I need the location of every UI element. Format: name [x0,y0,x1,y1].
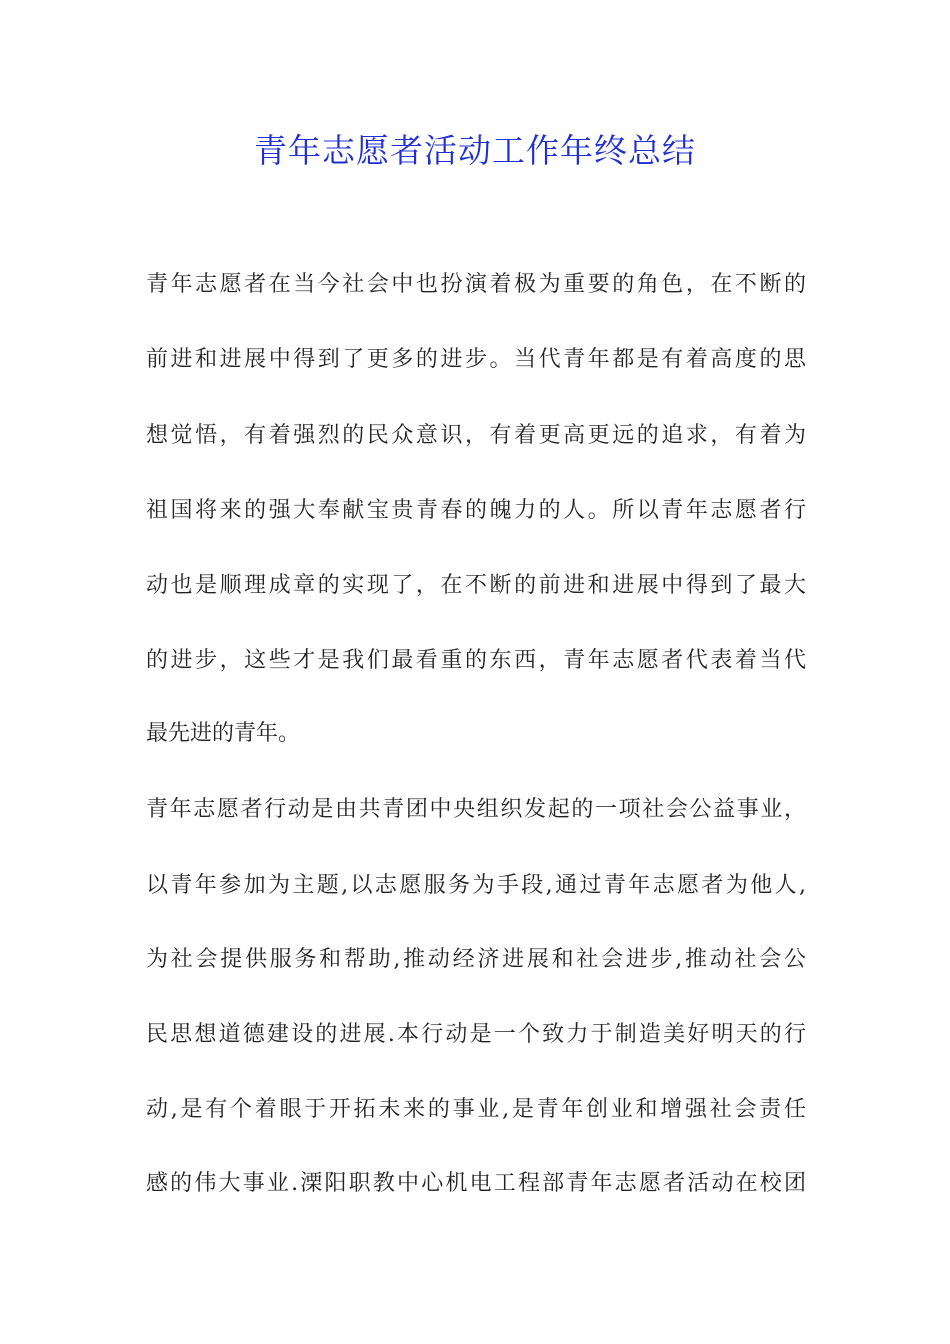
paragraph-line: 青年志愿者行动是由共青团中央组织发起的一项社会公益事业， [146,797,806,822]
paragraph-line: 动也是顺理成章的实现了，在不断的前进和进展中得到了最大 [146,573,806,598]
paragraph-line: 最先进的青年。 [146,721,301,746]
paragraph-line: 感的伟大事业.溧阳职教中心机电工程部青年志愿者活动在校团 [146,1171,806,1196]
paragraph-line: 祖国将来的强大奉献宝贵青春的魄力的人。所以青年志愿者行 [146,498,806,523]
paragraph-line: 前进和进展中得到了更多的进步。当代青年都是有着高度的思 [146,347,806,372]
paragraph-line: 民思想道德建设的进展.本行动是一个致力于制造美好明天的行 [146,1022,806,1047]
paragraph-line: 为社会提供服务和帮助,推动经济进展和社会进步,推动社会公 [146,947,806,972]
paragraph-line: 青年志愿者在当今社会中也扮演着极为重要的角色，在不断的 [146,272,806,297]
paragraph-line: 想觉悟，有着强烈的民众意识，有着更高更远的追求，有着为 [146,423,806,448]
document-title: 青年志愿者活动工作年终总结 [254,131,696,170]
paragraph-line: 的进步，这些才是我们最看重的东西，青年志愿者代表着当代 [146,648,806,673]
paragraph-line: 以青年参加为主题,以志愿服务为手段,通过青年志愿者为他人, [146,873,806,898]
paragraph-line: 动,是有个着眼于开拓未来的事业,是青年创业和增强社会责任 [146,1097,806,1122]
